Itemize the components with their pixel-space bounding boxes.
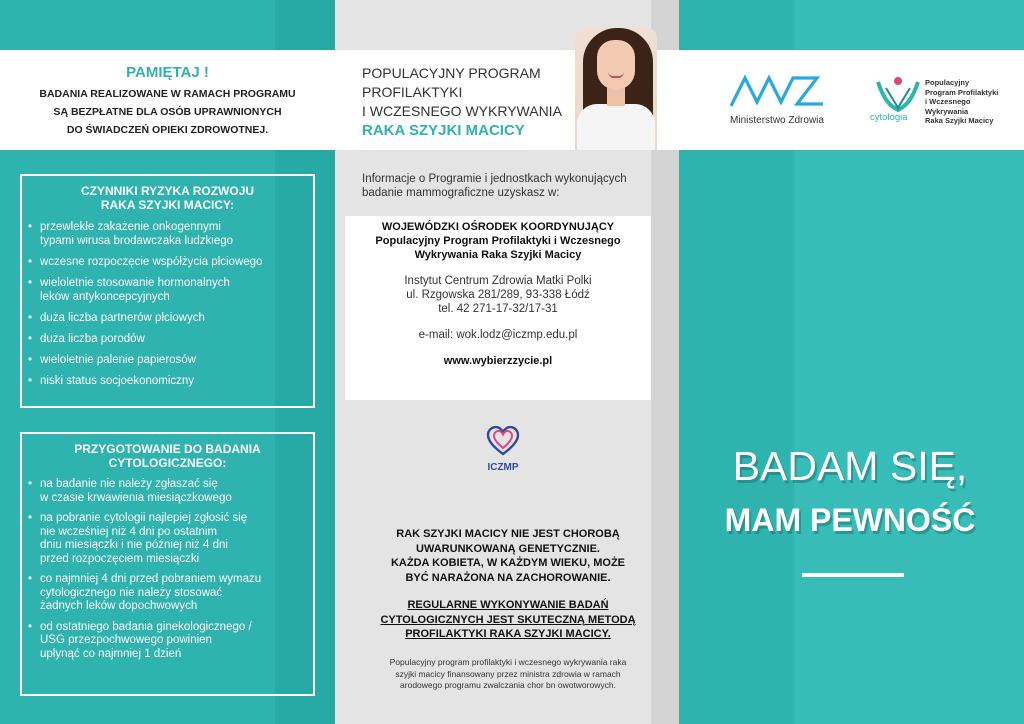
- cytologia-text-line: i Wczesnego: [925, 97, 971, 106]
- prep-title-line: PRZYGOTOWANIE DO BADANIA: [74, 442, 261, 456]
- risk-item: • wczesne rozpoczęcie współżycia płciowego: [28, 255, 307, 269]
- footnote-line: arodowego programu zwalczania chor bn owotworowych.: [400, 680, 616, 690]
- cytologia-text: [925, 78, 1005, 126]
- prep-title: [28, 442, 307, 470]
- risk-item: • wieloletnie stosowanie hormonalnych leków antykoncepcyjnych: [28, 276, 307, 304]
- risk-item: • duża liczba porodów: [28, 332, 307, 346]
- remember-line: BADANIA REALIZOWANE W RAMACH PROGRAMU: [39, 88, 296, 100]
- risk-title: [28, 184, 307, 212]
- cytologia-text-line: Program Profilaktyki: [925, 87, 999, 97]
- footnote-line: szyjki macicy finansowany przez ministra zdrowia w ramach: [395, 668, 621, 679]
- warning-line: UWARUNKOWANĄ GENETYCZNIE.: [416, 542, 600, 555]
- program-name-line: Wykrywania Raka Szyjki Macicy: [414, 249, 582, 261]
- prep-item: • co najmniej 4 dni przed pobraniem wymazu cytologicznego nie należy stosować żadnych leków dopochwowych: [28, 573, 307, 614]
- risk-item: • przewlekłe zakażenie onkogennymi typami wirusa brodawczaka ludzkiego: [28, 220, 307, 248]
- prep-item: • na badanie nie należy zgłaszać się w czasie krwawienia miesiączkowego: [28, 478, 307, 505]
- prep-item: • od ostatniego badania ginekologicznego / USG przezpochwowego powinien upłynąć co najmniej 1 dzień: [28, 621, 307, 662]
- institute-phone: tel. 42 271-17-32/17-31: [438, 303, 558, 315]
- contact-card: [345, 216, 651, 400]
- slogan: [700, 440, 1000, 542]
- risk-title-line: RAKA SZYJKI MACICY:: [100, 198, 235, 212]
- warning-line: KAŻDA KOBIETA, W KAŻDYM WIEKU, MOŻE: [390, 557, 626, 569]
- slogan-underline-bar: [802, 573, 904, 577]
- risk-item: • duża liczba partnerów płciowych: [28, 311, 307, 325]
- cytologia-text-line: Wykrywania: [925, 106, 969, 116]
- prevention-line: PROFILAKTYKI RAKA SZYJKI MACICY.: [405, 628, 611, 640]
- slogan-line-2: MAM PEWNOŚĆ: [724, 502, 976, 538]
- slogan-line-1: BADAM SIĘ,: [732, 443, 968, 489]
- warning-line: RAK SZYJKI MACICY NIE JEST CHOROBĄ: [396, 528, 620, 540]
- prevention-line: CYTOLOGICZNYCH JEST SKUTECZNĄ METODĄ: [380, 613, 636, 626]
- program-title-line: POPULACYJNY PROGRAM: [362, 65, 541, 81]
- iczmp-heart-icon: [486, 426, 520, 456]
- contact-website[interactable]: www.wybierzzycie.pl: [443, 355, 553, 367]
- remember-line: SĄ BEZPŁATNE DLA OSÓB UPRAWNIONYCH: [53, 106, 282, 118]
- program-title-line: PROFILAKTYKI: [362, 84, 463, 100]
- risk-factors-box: [20, 174, 315, 408]
- prevention-statement: [350, 598, 666, 642]
- info-intro-line: badanie mammograficzne uzyskasz w:: [362, 187, 560, 199]
- risk-item: • niski status socjoekonomiczny: [28, 374, 307, 388]
- info-intro-line: Informacje o Programie i jednostkach wykonujących: [362, 173, 627, 185]
- cytologia-word: cytologia: [870, 112, 908, 123]
- funding-footnote: [350, 657, 666, 692]
- iczmp-logo: [478, 426, 528, 473]
- iczmp-label: ICZMP: [487, 462, 519, 473]
- ministry-mz-icon: [727, 72, 827, 110]
- prevention-line: REGULARNE WYKONYWANIE BADAŃ: [407, 599, 609, 611]
- prep-item: • na pobranie cytologii najlepiej zgłosić się nie wcześniej niż 4 dni po ostatnim dniu miesiączki i nie później niż 4 dni przed rozpoczęciem miesiączki: [28, 512, 307, 566]
- contact-email[interactable]: e-mail: wok.lodz@iczmp.edu.pl: [418, 329, 578, 341]
- ministry-label: Ministerstwo Zdrowia: [730, 115, 824, 126]
- cytologia-text-line: Populacyjny: [925, 78, 970, 87]
- risk-title-line: CZYNNIKI RYZYKA ROZWOJU: [80, 184, 255, 198]
- warning-line: BYĆ NARAŻONA NA ZACHOROWANIE.: [405, 571, 611, 584]
- prep-title-line: CYTOLOGICZNEGO:: [108, 456, 227, 470]
- woman-photo: [575, 28, 657, 150]
- prep-list: [28, 478, 307, 661]
- program-title-accent: RAKA SZYJKI MACICY: [362, 122, 525, 139]
- remember-line: DO ŚWIADCZEŃ OPIEKI ZDROWOTNEJ.: [66, 124, 269, 136]
- info-intro: [362, 172, 652, 200]
- warning-text: [350, 527, 666, 585]
- coordinating-center-title: WOJEWÓDZKI OŚRODEK KOORDYNUJĄCY: [381, 221, 615, 233]
- cytologia-figure-icon: [872, 74, 924, 114]
- footnote-line: Populacyjny program profilaktyki i wczesnego wykrywania raka: [389, 657, 627, 667]
- cytologia-logo: [868, 74, 1008, 130]
- ministry-logo: [722, 72, 832, 128]
- program-title-line: I WCZESNEGO WYKRYWANIA: [362, 103, 562, 119]
- remember-block: [20, 64, 315, 139]
- risk-item: • wieloletnie palenie papierosów: [28, 353, 307, 367]
- cytologia-text-line: Raka Szyjki Macicy: [925, 116, 994, 125]
- preparation-box: [20, 432, 315, 696]
- program-title: [362, 64, 592, 140]
- remember-title: PAMIĘTAJ !: [126, 64, 209, 81]
- institute-address: ul. Rzgowska 281/289, 93-338 Łódź: [406, 289, 590, 301]
- program-name-line: Populacyjny Program Profilaktyki i Wczesnego: [375, 235, 621, 247]
- institute-name: Instytut Centrum Zdrowia Matki Polki: [404, 275, 592, 287]
- risk-list: [28, 220, 307, 388]
